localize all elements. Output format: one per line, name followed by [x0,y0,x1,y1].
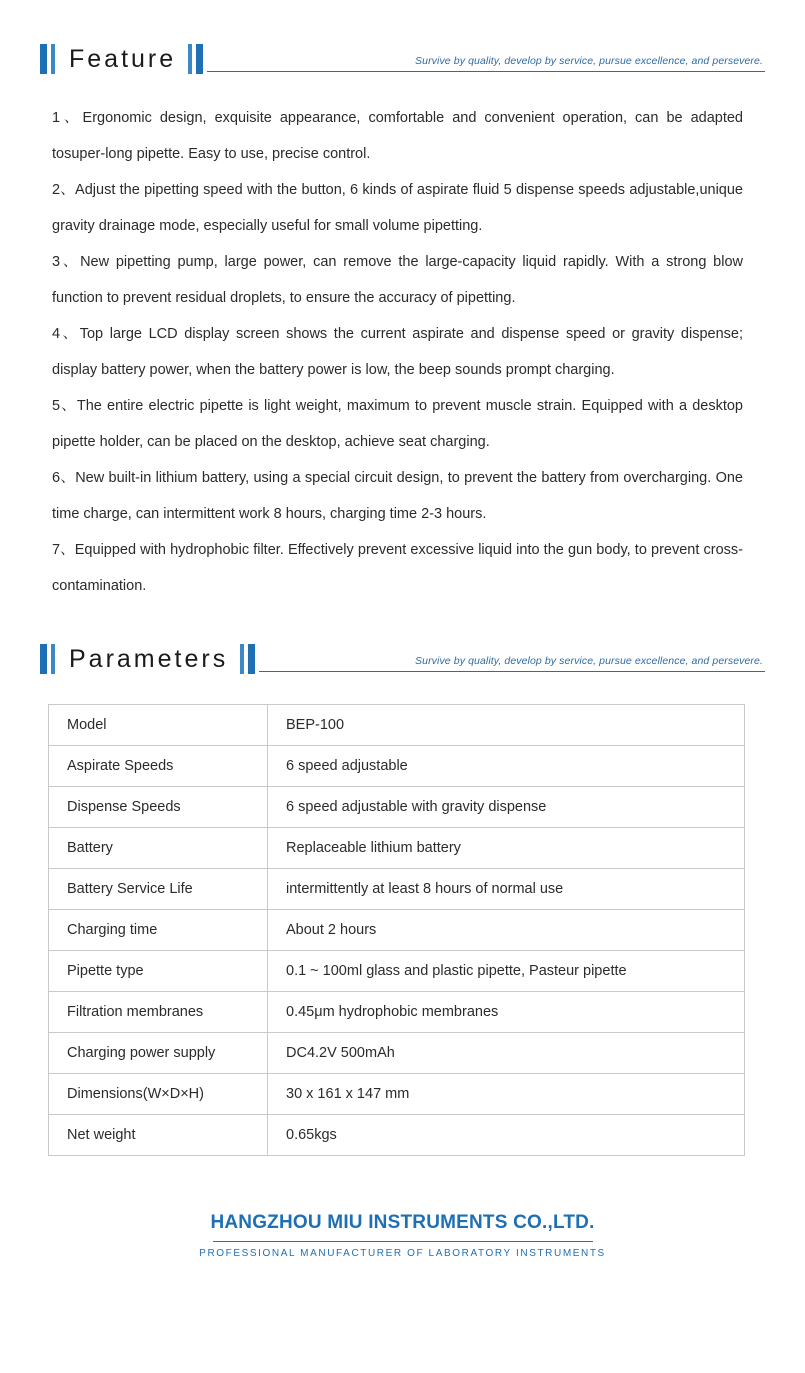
param-value: Replaceable lithium battery [268,828,745,869]
param-key: Charging power supply [49,1033,268,1074]
feature-item: 1、Ergonomic design, exquisite appearance, comfortable and convenient operation, can be adapted tosuper-long pipette. Easy to use, precise control. [52,110,743,162]
parameters-section [0,644,805,1156]
table-row [49,705,745,746]
table-row [49,951,745,992]
feature-slogan: Survive by quality, develop by service, pursue excellence, and persevere. [415,55,763,67]
parameters-table [48,704,745,1156]
page-footer [0,1212,805,1285]
parameters-slogan-block [259,655,765,674]
table-row [49,869,745,910]
param-value: 0.45μm hydrophobic membranes [268,992,745,1033]
param-key: Model [49,705,268,746]
param-value: 0.1 ~ 100ml glass and plastic pipette, Pasteur pipette [268,951,745,992]
feature-slogan-block [207,55,765,74]
feature-header-rule [207,71,765,72]
param-key: Pipette type [49,951,268,992]
parameters-title: Parameters [69,645,229,673]
param-value: 30 x 161 x 147 mm [268,1074,745,1115]
param-key: Dispense Speeds [49,787,268,828]
param-key: Dimensions(W×D×H) [49,1074,268,1115]
feature-item: 7、Equipped with hydrophobic filter. Effectively prevent excessive liquid into the gun body, to prevent cross-contamination. [52,542,743,594]
param-key: Net weight [49,1115,268,1156]
footer-tagline: PROFESSIONAL MANUFACTURER OF LABORATORY INSTRUMENTS [199,1248,606,1259]
param-value: DC4.2V 500mAh [268,1033,745,1074]
feature-item: 4、Top large LCD display screen shows the current aspirate and dispense speed or gravity dispense; display battery power, when the battery power is low, the beep sounds prompt charging. [52,326,743,378]
document-page [0,44,805,1373]
feature-item: 6、New built-in lithium battery, using a special circuit design, to prevent the battery from overcharging. One time charge, can intermittent work 8 hours, charging time 2-3 hours. [52,470,743,522]
parameters-title-group [40,644,259,674]
table-row [49,1033,745,1074]
parameters-slogan: Survive by quality, develop by service, pursue excellence, and persevere. [415,655,763,667]
footer-rule [213,1241,593,1242]
table-row [49,992,745,1033]
feature-item: 5、The entire electric pipette is light weight, maximum to prevent muscle strain. Equipped with a desktop pipette holder, can be placed on the desktop, achieve seat charging. [52,398,743,450]
table-row [49,910,745,951]
param-value: 6 speed adjustable with gravity dispense [268,787,745,828]
parameters-header-rule [259,671,765,672]
param-value: BEP-100 [268,705,745,746]
title-left-bars-icon [40,644,59,674]
title-right-bars-icon [188,44,207,74]
title-left-bars-icon [40,44,59,74]
feature-item: 3、New pipetting pump, large power, can remove the large-capacity liquid rapidly. With a strong blow function to prevent residual droplets, to ensure the accuracy of pipetting. [52,254,743,306]
footer-company-name: HANGZHOU MIU INSTRUMENTS CO.,LTD. [210,1212,595,1233]
table-row [49,828,745,869]
param-value: 0.65kgs [268,1115,745,1156]
title-right-bars-icon [240,644,259,674]
table-row [49,1074,745,1115]
param-key: Charging time [49,910,268,951]
feature-title-group [40,44,207,74]
table-row [49,787,745,828]
parameters-section-header [0,644,805,674]
feature-item: 2、Adjust the pipetting speed with the button, 6 kinds of aspirate fluid 5 dispense speeds adjustable,unique gravity drainage mode, especially useful for small volume pipetting. [52,182,743,234]
param-key: Aspirate Speeds [49,746,268,787]
param-key: Battery Service Life [49,869,268,910]
table-row [49,1115,745,1156]
feature-title: Feature [69,45,177,73]
param-value: 6 speed adjustable [268,746,745,787]
param-key: Battery [49,828,268,869]
feature-list [0,74,805,604]
table-row [49,746,745,787]
param-value: intermittently at least 8 hours of normal use [268,869,745,910]
parameters-table-wrap [0,674,805,1156]
param-value: About 2 hours [268,910,745,951]
param-key: Filtration membranes [49,992,268,1033]
feature-section-header [0,44,805,74]
